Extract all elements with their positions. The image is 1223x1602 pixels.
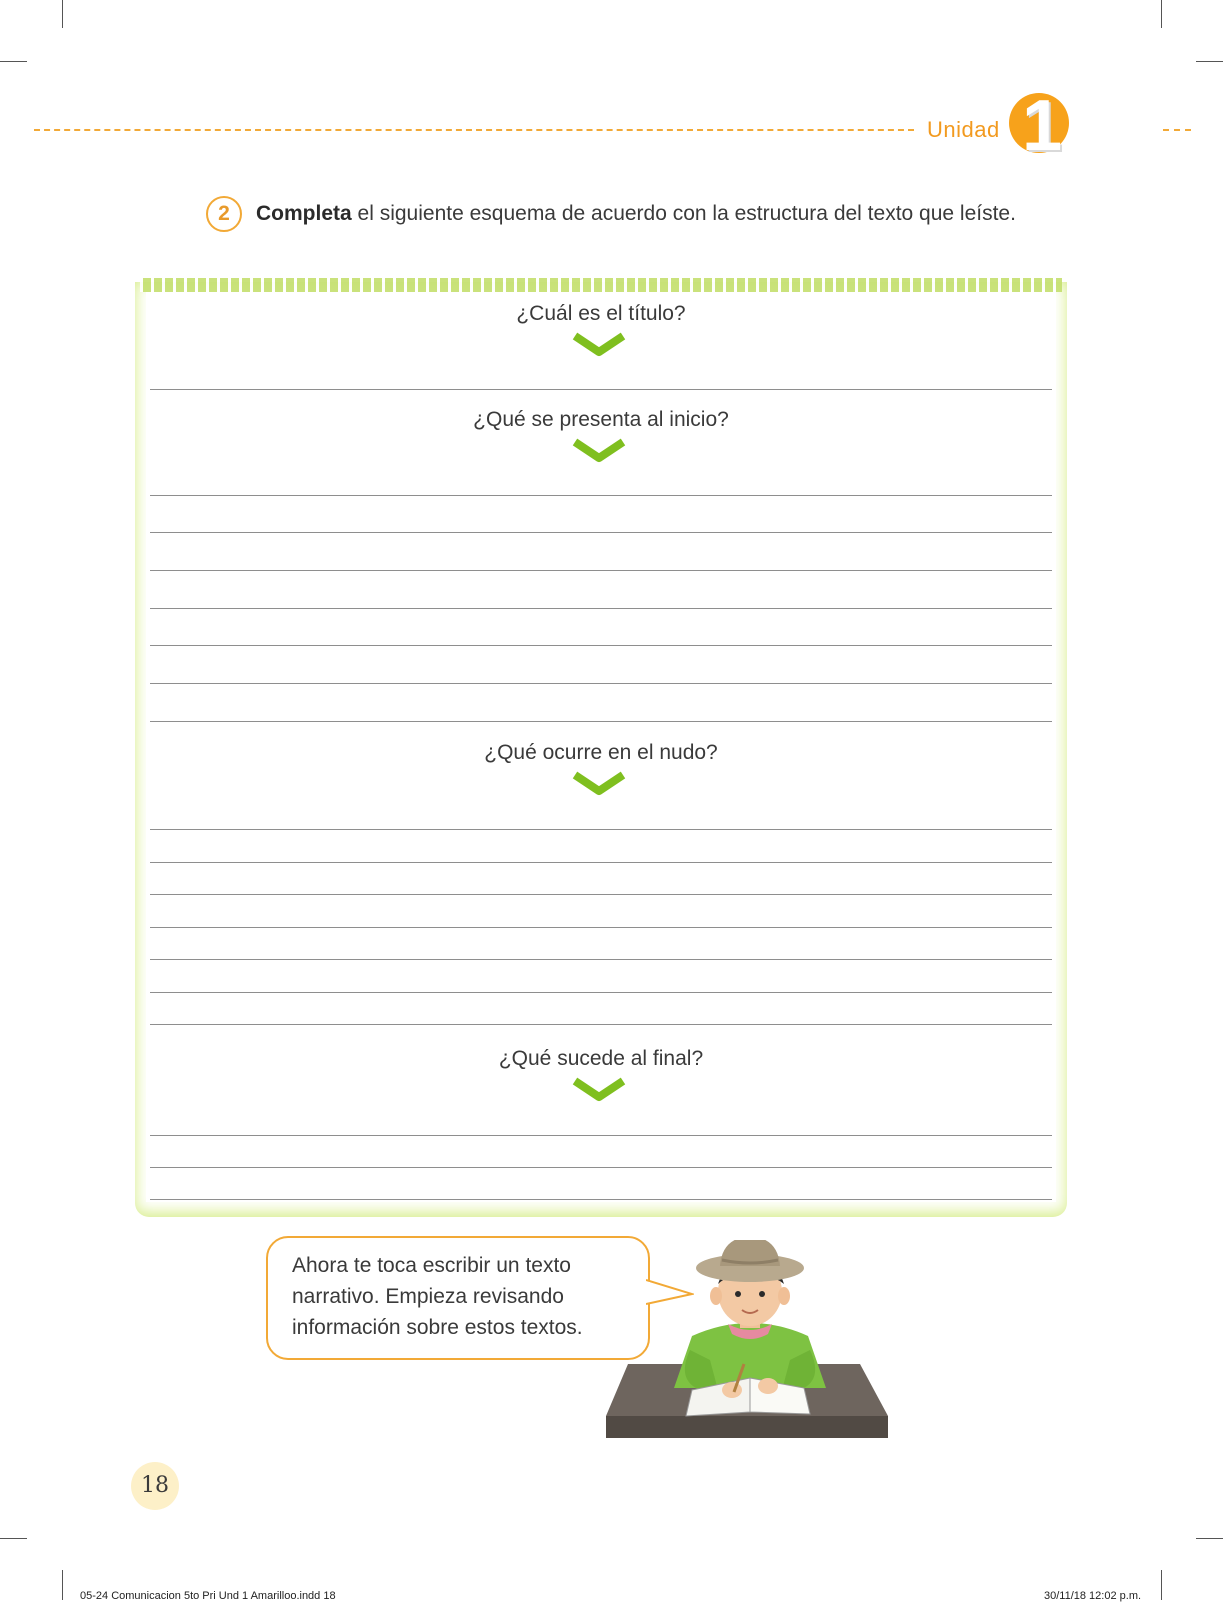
crop-mark [62, 1570, 63, 1600]
chevron-down-icon [571, 438, 627, 464]
writing-line[interactable] [150, 721, 1052, 722]
crop-mark [0, 61, 27, 62]
writing-line[interactable] [150, 683, 1052, 684]
chevron-down-icon [571, 332, 627, 358]
prompt-nudo: ¿Qué ocurre en el nudo? [484, 741, 718, 764]
chevron-down-icon [571, 1077, 627, 1103]
writing-line[interactable] [150, 645, 1052, 646]
instruction-text: el siguiente esquema de acuerdo con la estructura del texto que leíste. [351, 202, 1016, 225]
unit-number: 1 [1021, 86, 1063, 166]
footer-timestamp: 30/11/18 12:02 p.m. [1044, 1590, 1142, 1602]
crop-mark [1161, 0, 1162, 28]
writing-line[interactable] [150, 608, 1052, 609]
crop-mark [62, 0, 63, 28]
writing-line[interactable] [150, 829, 1052, 830]
header-dashed-line [34, 129, 914, 131]
crop-mark [1196, 61, 1223, 62]
boy-writing-illustration [600, 1240, 896, 1460]
crop-mark [0, 1538, 27, 1539]
writing-line[interactable] [150, 927, 1052, 928]
writing-line[interactable] [150, 389, 1052, 390]
page-number: 18 [131, 1462, 179, 1510]
writing-line[interactable] [150, 570, 1052, 571]
writing-line[interactable] [150, 532, 1052, 533]
activity-number: 2 [206, 196, 242, 232]
footer-file-name: 05-24 Comunicacion 5to Pri Und 1 Amarilloo.indd 18 [80, 1590, 336, 1602]
chevron-down-icon [571, 771, 627, 797]
prompt-final: ¿Qué sucede al final? [498, 1047, 704, 1070]
writing-line[interactable] [150, 894, 1052, 895]
instruction-bold: Completa [256, 202, 352, 225]
writing-line[interactable] [150, 1135, 1052, 1136]
writing-line[interactable] [150, 1024, 1052, 1025]
writing-line[interactable] [150, 959, 1052, 960]
writing-line[interactable] [150, 1167, 1052, 1168]
prompt-inicio: ¿Qué se presenta al inicio? [473, 408, 729, 431]
activity-instruction [256, 198, 1056, 229]
crop-mark [1196, 1538, 1223, 1539]
unit-label: Unidad [927, 117, 1000, 142]
prompt-title: ¿Cuál es el título? [516, 302, 686, 325]
speech-bubble-text: Ahora te toca escribir un texto narrativo. Empieza revisando información sobre estos textos. [292, 1254, 583, 1339]
writing-line[interactable] [150, 495, 1052, 496]
writing-line[interactable] [150, 862, 1052, 863]
crop-mark [1161, 1570, 1162, 1600]
writing-line[interactable] [150, 1199, 1052, 1200]
notebook-spiral [140, 278, 1062, 292]
header-dashed-line [1163, 129, 1191, 131]
writing-line[interactable] [150, 992, 1052, 993]
